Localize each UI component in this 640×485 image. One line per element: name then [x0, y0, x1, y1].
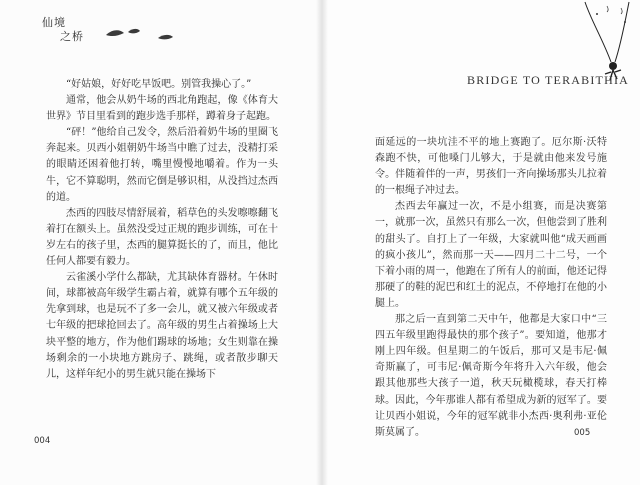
right-running-header: BRIDGE TO TERABITHIA — [467, 73, 629, 87]
page-number-right: 005 — [574, 428, 591, 438]
paragraph: 面延远的一块坑洼不平的地上赛跑了。厄尔斯·沃特森跑不快，可他嗓门儿够大，于是就由他来发号施令。伴随着伴的一声，男孩们一齐向操场那头儿拉着的一根绳子冲过去。 — [375, 137, 607, 197]
page-number-left: 004 — [34, 436, 51, 446]
left-page-body — [46, 77, 278, 383]
paragraph: “好姑娘，好好吃早饭吧。别管我操心了。” — [66, 79, 252, 90]
paragraph: 云雀溪小学什么都缺，尤其缺体育器材。午休时间，球都被高年级学生霸占着，就算有哪个五年级的先拿到球，也是玩不了多一会儿，就又被六年级或者七年级的把球抢回去了。高年级的男生占着操场上大块平整的地方，作为他们踢球的场地；女生则靠在操场剩余的一小块地方跳房子、跳绳，或者散步聊天儿，这样年纪小的男生就只能在操场下 — [46, 272, 278, 380]
book-gutter-shadow — [316, 0, 328, 485]
header-title-part-2: 之桥 — [60, 30, 84, 43]
paragraph: 通常，他会从奶牛场的西北角跑起，像《体育大世界》节目里看到的跑步选手那样，蹲着身子起跑。 — [46, 95, 278, 123]
paragraph: 那之后一直到第二天中午，他都是大家口中“三四五年级里跑得最快的那个孩子”。要知道，他那才刚上四年级。但星期二的午饭后，那可又是韦尼·佩奇斯赢了，可韦尼·佩奇斯今年将升入六年级，他会跟其他那些大孩子一道，秋天玩橄榄球，春天打棒球。因此，今年那谁人都有希望成为新的冠军了。要让贝西小姐说，今年的冠军就非小杰西·奥利弗·亚伦斯莫属了。 — [375, 314, 607, 438]
leaf-ornament-icon — [100, 26, 180, 44]
right-page — [322, 0, 640, 485]
right-page-body — [375, 135, 607, 441]
header-title-part-1: 仙境 — [42, 16, 66, 29]
paragraph: 杰西的四肢尽情舒展着，稻草色的头发嚓嚓翻飞着打在额头上。虽然没受过正规的跑步训练，可在十岁左右的孩子里，杰西的腿算挺长的了，而且，他比任何人都要有毅力。 — [46, 207, 278, 268]
paragraph: “砰！”他给自己发令，然后沿着奶牛场的里圈飞奔起来。贝西小姐朝奶牛场当中瞧了过去，没精打采的眼睛还困着他打转，嘴里慢慢地嚼着。作为一头牛，它不算聪明，然而它倒是够识相，从没挡过杰西的道。 — [46, 127, 278, 203]
paragraph: 杰西去年赢过一次，不是小组赛，而是决赛第一，就那一次，虽然只有那么一次，但他尝到了胜利的甜头了。自打上了一年级，大家就叫他“成天画画的疯小孩儿”，然而那一天——四月二十二号，一个下着小雨的周一，他跑在了所有人的前面，他还记得那硬了的鞋的泥巴和红土的泥点，不停地打在他的小腿上。 — [375, 201, 607, 309]
